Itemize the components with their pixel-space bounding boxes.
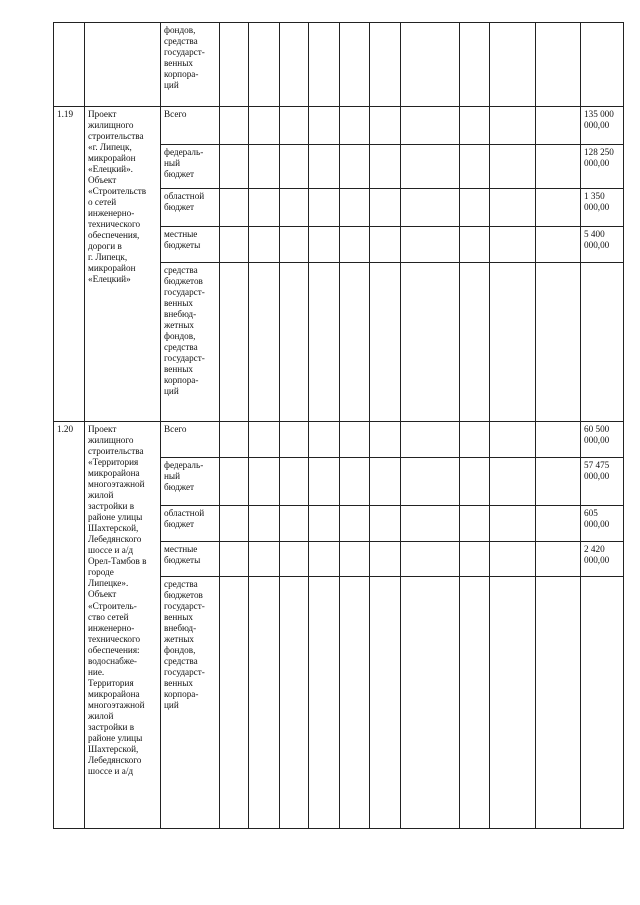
number-cell — [54, 23, 85, 107]
empty-cell — [220, 189, 249, 227]
empty-cell — [460, 145, 490, 189]
empty-cell — [370, 263, 401, 422]
empty-cell — [401, 263, 460, 422]
amount-cell: 2 420 000,00 — [581, 542, 624, 577]
empty-cell — [340, 542, 370, 577]
empty-cell — [220, 107, 249, 145]
title-cell — [85, 23, 161, 107]
empty-cell — [340, 227, 370, 263]
empty-cell — [220, 458, 249, 506]
empty-cell — [309, 189, 340, 227]
empty-cell — [280, 263, 309, 422]
empty-cell — [370, 422, 401, 458]
empty-cell — [370, 227, 401, 263]
empty-cell — [249, 23, 280, 107]
empty-cell — [490, 542, 536, 577]
empty-cell — [280, 145, 309, 189]
empty-cell — [490, 189, 536, 227]
empty-cell — [370, 145, 401, 189]
empty-cell — [460, 23, 490, 107]
empty-cell — [220, 227, 249, 263]
empty-cell — [249, 189, 280, 227]
empty-cell — [370, 189, 401, 227]
empty-cell — [280, 189, 309, 227]
empty-cell — [220, 145, 249, 189]
empty-cell — [460, 506, 490, 542]
source-cell: Всего — [161, 422, 220, 458]
empty-cell — [309, 227, 340, 263]
empty-cell — [536, 577, 581, 829]
source-cell: местные бюджеты — [161, 227, 220, 263]
empty-cell — [340, 23, 370, 107]
empty-cell — [490, 107, 536, 145]
budget-table — [53, 22, 624, 829]
empty-cell — [309, 23, 340, 107]
empty-cell — [536, 506, 581, 542]
empty-cell — [309, 542, 340, 577]
source-cell: фондов, средства государст- венных корпора- ций — [161, 23, 220, 107]
empty-cell — [401, 189, 460, 227]
empty-cell — [309, 577, 340, 829]
amount-cell — [581, 23, 624, 107]
project-title: Проект жилищного строительства «Территория микрорайона многоэтажной жилой застройки в районе улицы Шахтерской, Лебедянского шоссе и а/д Орел-Тамбов в городе Липецке». Объект «Строитель- ство сетей инженерно- технического обеспечения: водоснабже- ние. Территория микрорайона многоэтажной жилой застройки в районе улицы Шахтерской, Лебедянского шоссе и а/д — [85, 422, 161, 829]
empty-cell — [280, 577, 309, 829]
empty-cell — [401, 107, 460, 145]
source-cell: Всего — [161, 107, 220, 145]
amount-cell: 5 400 000,00 — [581, 227, 624, 263]
empty-cell — [249, 145, 280, 189]
empty-cell — [220, 23, 249, 107]
empty-cell — [249, 506, 280, 542]
empty-cell — [280, 107, 309, 145]
empty-cell — [401, 422, 460, 458]
empty-cell — [309, 422, 340, 458]
source-cell: средства бюджетов государст- венных внебюд- жетных фондов, средства государст- венных корпора- ций — [161, 577, 220, 829]
project-number: 1.20 — [54, 422, 85, 829]
empty-cell — [460, 542, 490, 577]
table-row — [54, 23, 624, 107]
empty-cell — [340, 189, 370, 227]
empty-cell — [309, 145, 340, 189]
amount-cell: 605 000,00 — [581, 506, 624, 542]
empty-cell — [280, 506, 309, 542]
empty-cell — [220, 542, 249, 577]
empty-cell — [249, 458, 280, 506]
empty-cell — [401, 23, 460, 107]
amount-cell: 60 500 000,00 — [581, 422, 624, 458]
empty-cell — [490, 263, 536, 422]
empty-cell — [536, 422, 581, 458]
source-cell: федераль- ный бюджет — [161, 458, 220, 506]
table-row — [54, 107, 624, 145]
empty-cell — [460, 422, 490, 458]
empty-cell — [401, 227, 460, 263]
amount-cell: 135 000 000,00 — [581, 107, 624, 145]
empty-cell — [220, 577, 249, 829]
empty-cell — [536, 23, 581, 107]
empty-cell — [340, 422, 370, 458]
empty-cell — [370, 542, 401, 577]
empty-cell — [340, 145, 370, 189]
empty-cell — [536, 227, 581, 263]
empty-cell — [401, 458, 460, 506]
amount-cell — [581, 263, 624, 422]
amount-cell: 1 350 000,00 — [581, 189, 624, 227]
empty-cell — [249, 577, 280, 829]
empty-cell — [280, 227, 309, 263]
empty-cell — [490, 458, 536, 506]
empty-cell — [536, 145, 581, 189]
empty-cell — [460, 189, 490, 227]
empty-cell — [280, 422, 309, 458]
empty-cell — [490, 227, 536, 263]
empty-cell — [370, 107, 401, 145]
empty-cell — [490, 145, 536, 189]
empty-cell — [401, 145, 460, 189]
empty-cell — [490, 422, 536, 458]
empty-cell — [340, 577, 370, 829]
empty-cell — [309, 263, 340, 422]
empty-cell — [536, 189, 581, 227]
empty-cell — [280, 458, 309, 506]
empty-cell — [460, 107, 490, 145]
empty-cell — [370, 23, 401, 107]
amount-cell — [581, 577, 624, 829]
empty-cell — [460, 458, 490, 506]
empty-cell — [249, 107, 280, 145]
empty-cell — [340, 458, 370, 506]
empty-cell — [249, 422, 280, 458]
source-cell: местные бюджеты — [161, 542, 220, 577]
empty-cell — [220, 506, 249, 542]
empty-cell — [460, 577, 490, 829]
empty-cell — [220, 422, 249, 458]
empty-cell — [309, 107, 340, 145]
empty-cell — [220, 263, 249, 422]
empty-cell — [340, 506, 370, 542]
empty-cell — [340, 107, 370, 145]
empty-cell — [280, 542, 309, 577]
empty-cell — [309, 458, 340, 506]
source-cell: средства бюджетов государст- венных внебюд- жетных фондов, средства государст- венных корпора- ций — [161, 263, 220, 422]
empty-cell — [536, 458, 581, 506]
amount-cell: 128 250 000,00 — [581, 145, 624, 189]
empty-cell — [249, 227, 280, 263]
project-title: Проект жилищного строительства «г. Липецк, микрорайон «Елецкий». Объект «Строительств о сетей инженерно- технического обеспечения, дороги в г. Липецк, микрорайон «Елецкий» — [85, 107, 161, 422]
source-cell: областной бюджет — [161, 189, 220, 227]
empty-cell — [536, 542, 581, 577]
empty-cell — [370, 506, 401, 542]
empty-cell — [490, 577, 536, 829]
empty-cell — [490, 506, 536, 542]
source-cell: областной бюджет — [161, 506, 220, 542]
empty-cell — [460, 263, 490, 422]
empty-cell — [280, 23, 309, 107]
amount-cell: 57 475 000,00 — [581, 458, 624, 506]
empty-cell — [460, 227, 490, 263]
empty-cell — [536, 263, 581, 422]
empty-cell — [401, 542, 460, 577]
empty-cell — [370, 458, 401, 506]
empty-cell — [401, 577, 460, 829]
empty-cell — [536, 107, 581, 145]
document-page — [53, 22, 623, 829]
empty-cell — [309, 506, 340, 542]
table-row — [54, 422, 624, 458]
empty-cell — [401, 506, 460, 542]
empty-cell — [249, 263, 280, 422]
source-cell: федераль- ный бюджет — [161, 145, 220, 189]
empty-cell — [490, 23, 536, 107]
empty-cell — [340, 263, 370, 422]
project-number: 1.19 — [54, 107, 85, 422]
empty-cell — [370, 577, 401, 829]
empty-cell — [249, 542, 280, 577]
